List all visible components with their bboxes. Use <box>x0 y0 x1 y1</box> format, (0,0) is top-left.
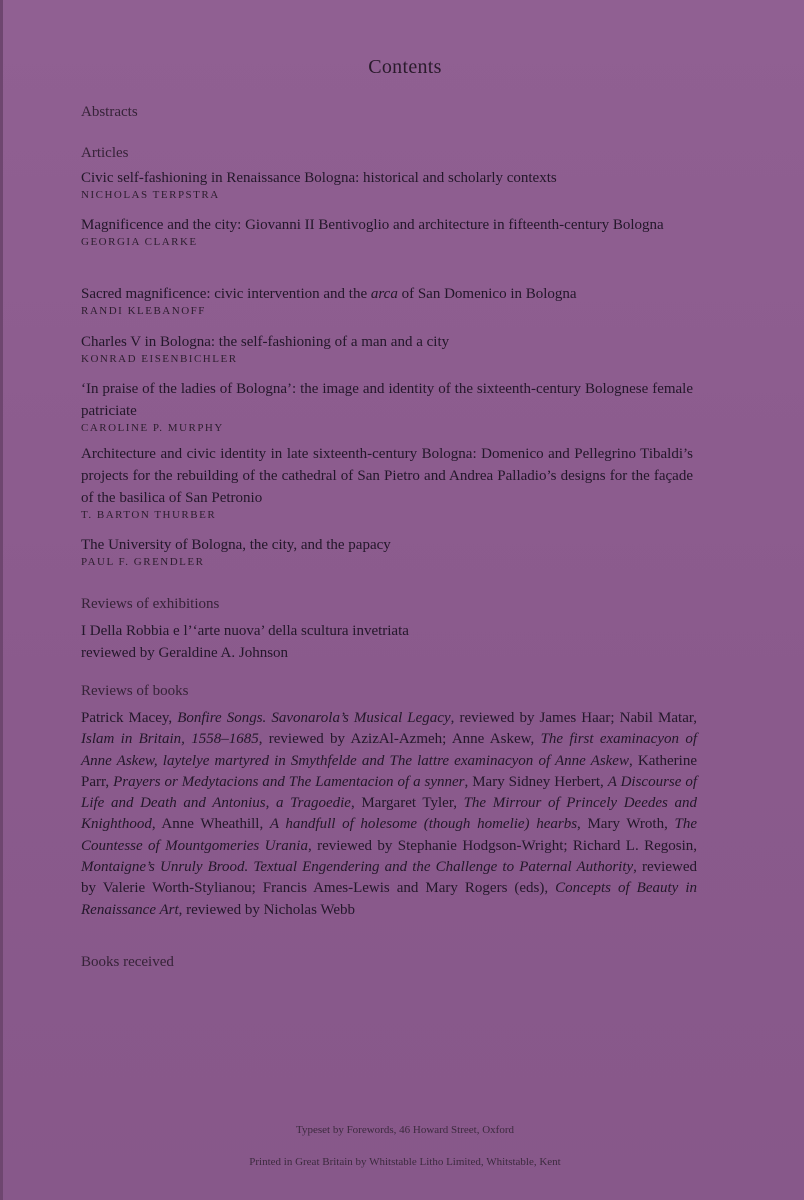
article-author: RANDI KLEBANOFF <box>81 305 206 317</box>
book-review-text: Patrick Macey, <box>81 710 178 726</box>
article-title: Architecture and civic identity in late sixteenth-century Bologna: Domenico and Pellegrino Tibaldi’s projects for the rebuilding of the cathedral of San Pietro and Andrea Palladio’s designs for the façade of the basilica of San Petronio <box>81 446 693 506</box>
book-review-text: , reviewed by Valerie Worth-Stylianou; Francis Ames-Lewis and Mary Rogers (eds), <box>81 859 697 897</box>
article-title: The University of Bologna, the city, and the papacy <box>81 537 391 553</box>
article-entry <box>81 443 693 521</box>
article-author: T. BARTON THURBER <box>81 509 217 521</box>
article-author: PAUL F. GRENDLER <box>81 556 205 568</box>
book-title: Prayers or Medytacions and The Lamentacion of a synner <box>113 773 465 790</box>
book-title: Concepts of Beauty in Renaissance Art <box>81 880 697 918</box>
article-author: GEORGIA CLARKE <box>81 236 198 248</box>
book-title: The Mirrour of Princely Deedes and Knighthood <box>81 795 697 833</box>
article-title: Civic self-fashioning in Renaissance Bologna: historical and scholarly contexts <box>81 170 557 186</box>
article-title: ‘In praise of the ladies of Bologna’: the image and identity of the sixteenth-century Bolognese female patriciate <box>81 381 693 419</box>
article-title-part: Sacred magnificence: civic intervention and the <box>81 286 371 302</box>
article-entry <box>81 534 693 568</box>
article-entry <box>81 214 693 248</box>
typeset-credit: Typeset by Forewords, 46 Howard Street, Oxford <box>296 1124 514 1136</box>
books-heading: Reviews of books <box>81 683 189 699</box>
book-review-text: , Anne Wheathill, <box>151 816 270 833</box>
book-title: Bonfire Songs. Savonarola’s Musical Legacy <box>177 710 451 726</box>
article-title-part: of San Domenico in Bologna <box>397 286 577 302</box>
book-title: Montaigne’s Unruly Brood. Textual Engendering and the Challenge to Paternal Authority <box>81 859 634 876</box>
article-author: NICHOLAS TERPSTRA <box>81 189 220 201</box>
book-title: The first examinacyon of Anne Askew, laytelye martyred in Smythfelde and The lattre examinacyon of Anne Askew <box>81 731 697 769</box>
article-author: KONRAD EISENBICHLER <box>81 353 238 365</box>
article-entry <box>81 331 693 365</box>
book-review-text: , reviewed by AzizAl-Azmeh; Anne Askew, <box>258 731 541 748</box>
article-author: CAROLINE P. MURPHY <box>81 422 224 434</box>
book-review-text: , Mary Wroth, <box>577 816 675 833</box>
article-title: Charles V in Bologna: the self-fashioning of a man and a city <box>81 334 450 350</box>
article-title-italic: arca <box>370 286 398 302</box>
book-review-text: , reviewed by Nicholas Webb <box>178 901 356 918</box>
printer-credit: Printed in Great Britain by Whitstable Litho Limited, Whitstable, Kent <box>249 1156 561 1168</box>
book-title: A handfull of holesome (though homelie) hearbs <box>269 816 578 833</box>
article-entry <box>81 167 693 201</box>
book-review-text: , Mary Sidney Herbert, <box>464 773 608 790</box>
book-review-text: , Margaret Tyler, <box>350 795 464 812</box>
book-reviews-paragraph <box>81 708 697 921</box>
exhibition-reviewer: reviewed by Geraldine A. Johnson <box>81 645 289 661</box>
book-title: Islam in Britain, 1558–1685 <box>81 731 259 748</box>
book-title: A Discourse of Life and Death and Antonius, a Tragoedie <box>81 773 698 812</box>
page-title: Contents <box>368 56 442 78</box>
exhibitions-heading: Reviews of exhibitions <box>81 596 220 612</box>
exhibition-review <box>81 620 693 664</box>
article-title <box>81 283 693 305</box>
articles-heading: Articles <box>81 145 129 161</box>
book-title: The Countesse of Mountgomeries Urania <box>81 816 697 854</box>
article-title: Magnificence and the city: Giovanni II Bentivoglio and architecture in fifteenth-century Bologna <box>81 217 664 233</box>
book-review-text: , Katherine Parr, <box>81 752 698 790</box>
book-review-text: , reviewed by Stephanie Hodgson-Wright; Richard L. Regosin, <box>307 837 697 854</box>
exhibition-title: I Della Robbia e l’‘arte nuova’ della scultura invetriata <box>81 623 409 639</box>
abstracts-heading: Abstracts <box>81 104 138 120</box>
article-entry <box>81 378 693 434</box>
article-entry <box>81 283 693 317</box>
book-review-text: , reviewed by James Haar; Nabil Matar, <box>450 710 698 726</box>
books-received-heading: Books received <box>81 954 174 970</box>
